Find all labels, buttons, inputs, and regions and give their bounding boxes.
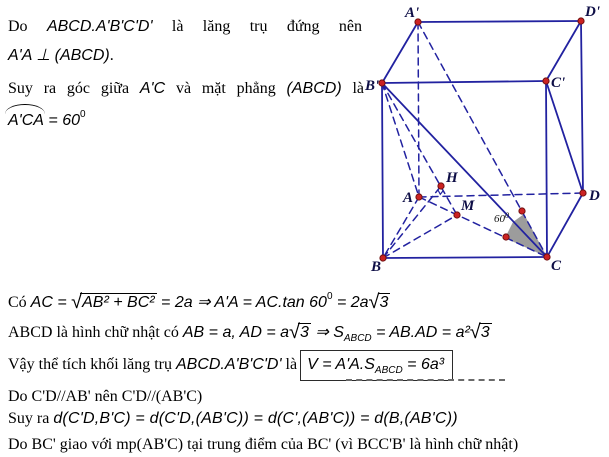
angle-hat-expression: A'CA bbox=[8, 112, 44, 129]
text-run: và mặt phẳng bbox=[165, 80, 287, 97]
point-A bbox=[416, 194, 422, 200]
radical-sign: √ bbox=[469, 321, 479, 343]
edge-Ap-Dp bbox=[418, 21, 581, 22]
superscript: 0 bbox=[79, 108, 86, 120]
volume-result-box bbox=[300, 350, 453, 381]
text-run: Có bbox=[8, 294, 31, 311]
math-run: AC = bbox=[30, 294, 72, 311]
vertex-label-m: M bbox=[461, 198, 475, 214]
subscript: ABCD bbox=[374, 365, 403, 377]
math-run: ABCD.A'B'C'D' bbox=[175, 356, 282, 373]
right-angle-mark bbox=[438, 190, 444, 194]
math-run: V = A'A.S bbox=[307, 356, 375, 373]
math-run: = 60 bbox=[43, 112, 80, 129]
point-H bbox=[438, 183, 444, 189]
solution-line-7 bbox=[8, 350, 453, 381]
edge-Cp-Dp bbox=[546, 21, 581, 81]
edge-Ap-C bbox=[418, 22, 547, 257]
vertex-label-angle-60: $60^0$ bbox=[494, 211, 509, 225]
point-P1 bbox=[519, 208, 525, 214]
edge-Bp-B bbox=[382, 83, 383, 258]
text-run: là lăng trụ đứng nên bbox=[152, 18, 363, 35]
math-run: d(C'D,B'C) = d(C'D,(AB'C)) = d(C',(AB'C)) = d(B,(AB'C)) bbox=[53, 410, 458, 427]
text-run: Do C'D//AB' nên C'D//(AB'C) bbox=[8, 388, 203, 405]
edge-Ap-Bp bbox=[382, 22, 418, 83]
solution-line-6 bbox=[8, 321, 492, 343]
edge-A-D bbox=[419, 193, 583, 197]
math-run: = 2a ⇒ A'A = AC.tan 60 bbox=[156, 294, 327, 311]
point-M bbox=[454, 212, 460, 218]
math-run: A'A ⊥ (ABCD) bbox=[8, 47, 110, 64]
math-run: = 2a bbox=[332, 294, 369, 311]
radical-sign: √ bbox=[71, 291, 81, 313]
solution-line-10 bbox=[8, 434, 518, 455]
text-run: Suy ra bbox=[8, 410, 54, 427]
edge-Bp-C bbox=[382, 83, 547, 257]
vertex-label-d-prime: D' bbox=[585, 4, 600, 20]
vertex-label-b: B bbox=[371, 259, 382, 275]
radical-sign: √ bbox=[289, 321, 298, 343]
solution-line-3 bbox=[8, 78, 364, 99]
text-run: ABCD là hình chữ nhật có bbox=[8, 324, 183, 341]
math-run: AB = a, AD = a bbox=[182, 324, 290, 341]
prism-figure bbox=[363, 0, 609, 285]
vertex-label-a: A bbox=[403, 190, 414, 206]
edge-Dp-D bbox=[581, 21, 583, 193]
radicand: 3 bbox=[480, 324, 490, 341]
edge-B-C bbox=[383, 257, 547, 258]
point-P2 bbox=[503, 234, 509, 240]
text-run: Suy ra góc giữa bbox=[8, 80, 140, 97]
point-D bbox=[580, 190, 586, 196]
vertex-label-d: D bbox=[589, 188, 600, 204]
edge-Cp-C bbox=[546, 81, 547, 257]
radicand: AB² + BC² bbox=[82, 294, 155, 311]
text-run: Do BC' giao với mp(AB'C) tại trung điểm của BC' (vì BCC'B' là hình chữ nhật) bbox=[8, 436, 519, 453]
edge-B-M bbox=[383, 215, 457, 258]
edge-Bp-Cp bbox=[382, 81, 546, 83]
math-run: = AB.AD = a² bbox=[371, 324, 470, 341]
vertex-label-a-prime: A' bbox=[405, 5, 420, 21]
text-run: Vậy thể tích khối lăng trụ bbox=[8, 356, 176, 373]
vertex-label-h: H bbox=[446, 170, 458, 186]
point-C bbox=[544, 254, 550, 260]
radical-sign: √ bbox=[368, 291, 378, 313]
radicand: 3 bbox=[300, 324, 309, 341]
text-run: là bbox=[281, 356, 298, 373]
text-run: Do bbox=[8, 18, 47, 35]
text-run: . bbox=[109, 47, 114, 64]
dashed-underline bbox=[346, 379, 505, 381]
solution-line-2 bbox=[8, 45, 114, 66]
edge-Ap-A bbox=[418, 22, 419, 197]
subscript: ABCD bbox=[343, 333, 372, 345]
radicand: 3 bbox=[379, 294, 389, 311]
vertex-label-b-prime: B' bbox=[365, 78, 380, 94]
superscript: 0 bbox=[326, 290, 333, 302]
edge-Bp-A bbox=[382, 83, 419, 197]
point-Cp bbox=[543, 78, 549, 84]
edge-C-D bbox=[547, 193, 583, 257]
point-Bp bbox=[379, 80, 385, 86]
math-run: = 6a³ bbox=[402, 356, 445, 373]
edge-Cp-D bbox=[546, 81, 583, 193]
vertex-label-c: C bbox=[551, 258, 562, 274]
solution-line-1 bbox=[8, 16, 362, 37]
math-run: (ABCD) bbox=[286, 80, 342, 97]
vertex-label-c-prime: C' bbox=[551, 75, 566, 91]
edge-A-B bbox=[383, 197, 419, 258]
solution-line-4 bbox=[8, 110, 86, 131]
math-run: ABCD.A'B'C'D' bbox=[46, 18, 153, 35]
point-Dp bbox=[578, 18, 584, 24]
solution-line-5 bbox=[8, 291, 390, 313]
solution-line-9 bbox=[8, 408, 458, 429]
solution-line-8 bbox=[8, 386, 202, 407]
math-run: ⇒ S bbox=[310, 324, 344, 341]
text-run: là bbox=[341, 80, 365, 97]
math-run: A'C bbox=[139, 80, 166, 97]
